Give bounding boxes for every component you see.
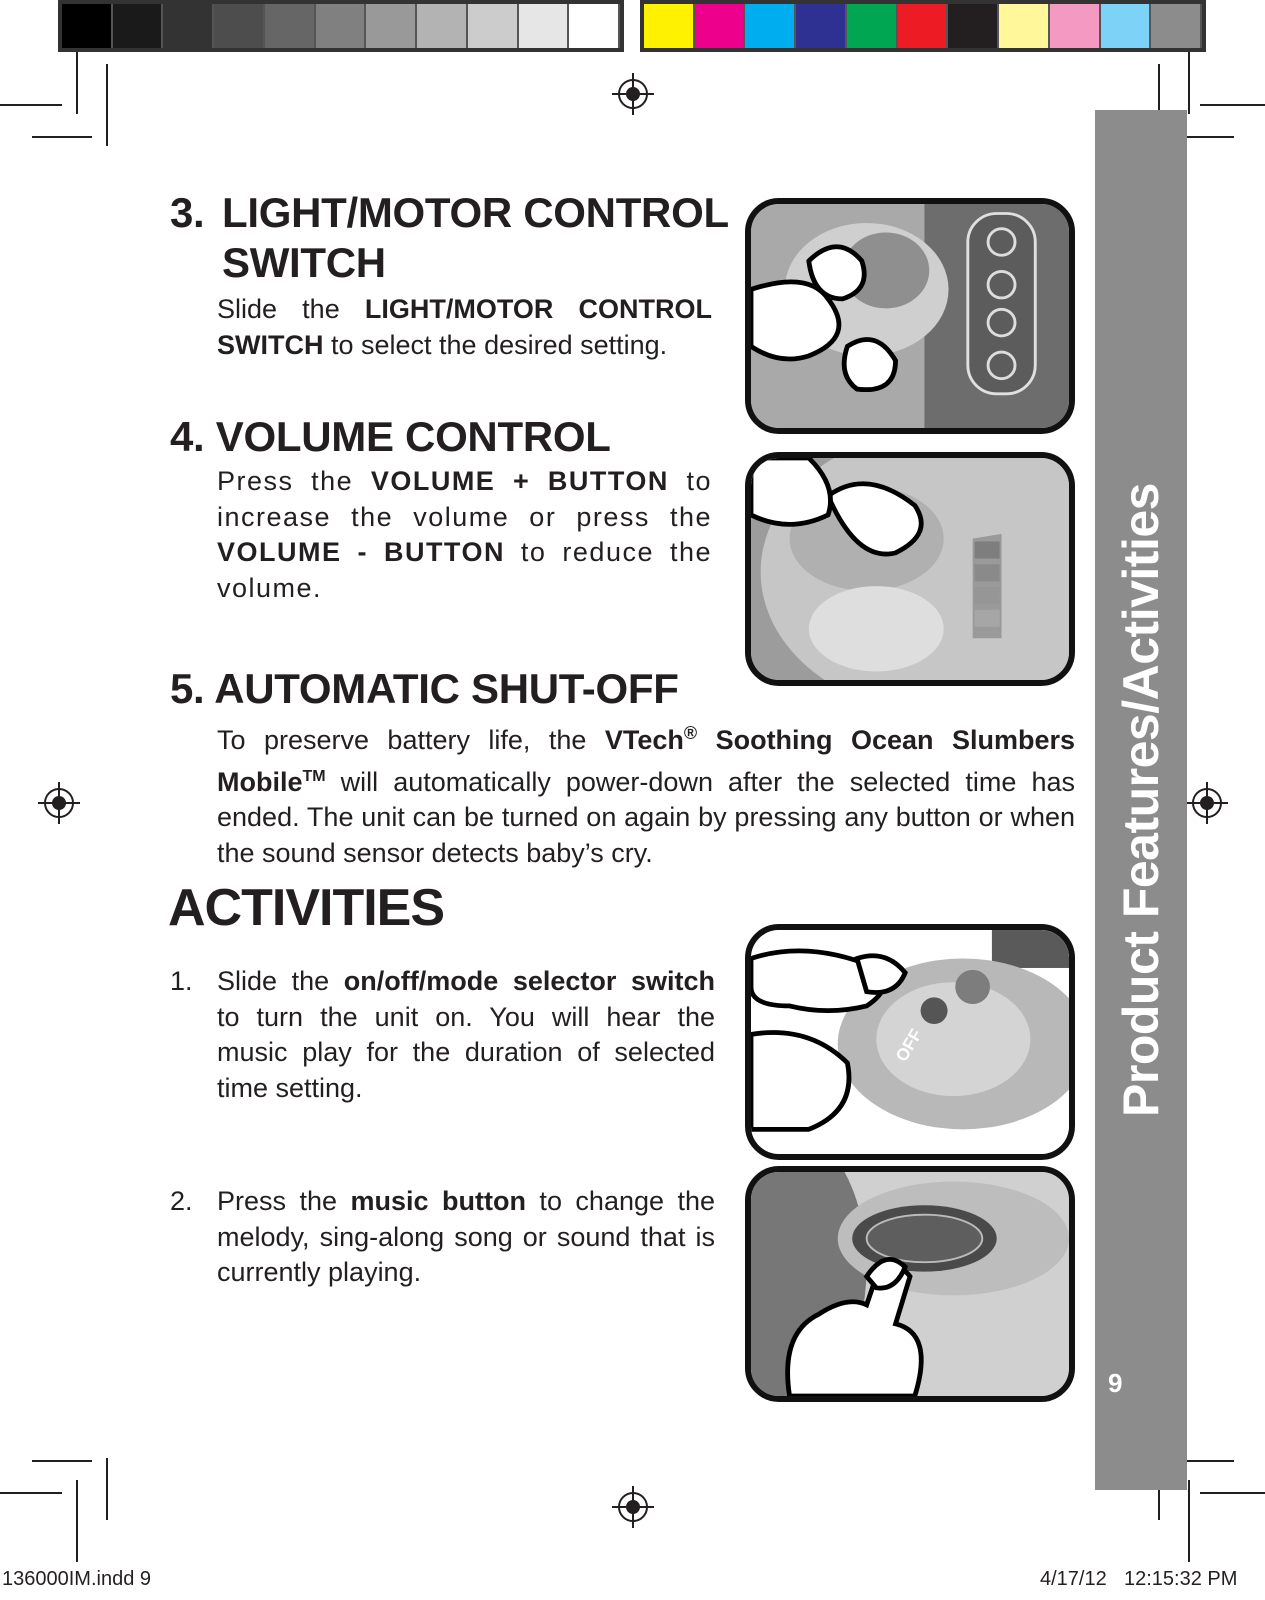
color-swatch xyxy=(569,4,620,48)
activity-item-1: 1. Slide the on/off/mode selector switch to turn the unit on. You will hear the music play for the duration of selected time setting. xyxy=(170,964,715,1106)
color-swatch xyxy=(898,4,949,48)
color-swatch xyxy=(999,4,1050,48)
activities-heading: ACTIVITIES xyxy=(168,879,445,937)
color-swatch xyxy=(1050,4,1101,48)
crop-mark xyxy=(76,1480,78,1562)
color-swatch xyxy=(366,4,417,48)
crop-mark xyxy=(0,1492,62,1494)
crop-mark xyxy=(1188,1480,1190,1562)
color-swatch xyxy=(417,4,468,48)
activity-item-2: 2. Press the music button to change the melody, sing-along song or sound that is currently playing. xyxy=(170,1184,715,1291)
color-swatch xyxy=(62,4,113,48)
crop-mark xyxy=(76,52,78,114)
footer-filename: 136000IM.indd 9 xyxy=(2,1568,152,1590)
registration-mark-icon xyxy=(1186,782,1228,824)
section-5-heading: 5. AUTOMATIC SHUT-OFF xyxy=(170,665,679,712)
section-3-heading: 3. LIGHT/MOTOR CONTROL SWITCH xyxy=(170,189,729,286)
color-swatch xyxy=(468,4,519,48)
color-swatch xyxy=(695,4,746,48)
color-swatch xyxy=(163,4,214,48)
section-3-text: Slide the LIGHT/MOTOR CONTROL SWITCH to select the desired setting. xyxy=(217,294,712,360)
color-swatch xyxy=(519,4,570,48)
registration-mark-icon xyxy=(612,73,654,115)
section-4-text: Press the VOLUME + BUTTON to increase the volume or press the VOLUME - BUTTON to reduce the volume. xyxy=(217,466,712,603)
section-5-text: To preserve battery life, the VTech® Soothing Ocean Slumbers Mobile™ will automatically power-down after the selected time has ended. The unit can be turned on again by pressing any button or when the sound sensor detects baby’s cry. xyxy=(217,723,1075,868)
page-number: 9 xyxy=(1108,1368,1123,1398)
crop-mark xyxy=(106,64,108,146)
activity-item-2-text: Press the music button to change the melody, sing-along song or sound that is currently playing. xyxy=(217,1186,716,1287)
footer-time: 12:15:32 PM xyxy=(1124,1568,1238,1590)
color-swatch xyxy=(1101,4,1152,48)
crop-mark xyxy=(32,1460,92,1462)
process-color-bar xyxy=(640,0,1206,52)
color-swatch xyxy=(745,4,796,48)
music-button-photo xyxy=(745,1166,1075,1402)
crop-mark xyxy=(32,136,92,138)
color-swatch xyxy=(214,4,265,48)
off-label: OFF xyxy=(891,1025,927,1065)
color-swatch xyxy=(644,4,695,48)
crop-mark xyxy=(1200,104,1265,106)
color-swatch xyxy=(948,4,999,48)
light-motor-switch-photo xyxy=(745,198,1075,434)
registration-mark-icon xyxy=(612,1486,654,1528)
crop-mark xyxy=(1188,52,1190,114)
color-swatch xyxy=(113,4,164,48)
mode-selector-switch-photo xyxy=(745,924,1075,1160)
color-swatch xyxy=(316,4,367,48)
section-4-heading: 4. VOLUME CONTROL xyxy=(170,413,611,460)
volume-control-photo xyxy=(745,452,1075,686)
color-swatch xyxy=(1151,4,1202,48)
crop-mark xyxy=(1200,1492,1265,1494)
grayscale-color-bar xyxy=(58,0,624,52)
color-swatch xyxy=(847,4,898,48)
chapter-title: Product Features/Activities xyxy=(1113,483,1169,1117)
crop-mark xyxy=(0,104,62,106)
color-swatch xyxy=(265,4,316,48)
registration-mark-icon xyxy=(38,782,80,824)
crop-mark xyxy=(106,1458,108,1520)
footer-date: 4/17/12 xyxy=(1040,1568,1107,1590)
color-swatch xyxy=(796,4,847,48)
activity-item-1-text: Slide the on/off/mode selector switch to turn the unit on. You will hear the music play for the duration of selected time setting. xyxy=(217,966,715,1103)
